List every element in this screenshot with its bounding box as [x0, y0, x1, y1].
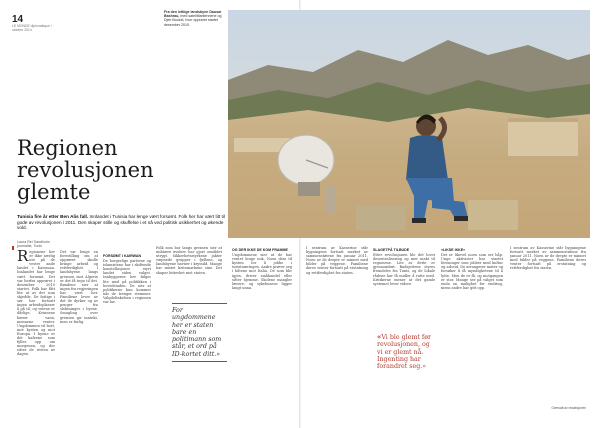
body-column-8	[441, 246, 503, 411]
body-column-3-text: De borgerlige partiene og islamistene har i skiftende konstellasjoner styrt landet siden valget. Innbyggerne her følger lite med på politikken i hovedstaden. De sier at politikerne kun kommer når de trenger stemmer. Valgdeltakelsen i regionen var lav.	[103, 259, 151, 305]
body-column-8-text: Det er likevel noen som ser håp. Unge aktivister har startet foreninger som jobber med kultur og arbeid. De arrangerer møter og forsøker å få myndighetene til å lytte. Men de er få, og motgangen er stor. Mange ser på valget som enda en mulighet for endring, mens andre har gitt opp.	[441, 253, 503, 290]
body-column-5	[232, 246, 292, 411]
folio-left: LE MONDE diplomatique / oktober 2014	[12, 24, 52, 32]
photo-landscape-illustration	[228, 10, 590, 238]
body-column-9-text: I sentrum av Kasserine står bygningene fortsatt merket av sammenstøtene fra januar 2011. Noen av de drepte er minnet med bilder på veggene. Familiene deres venter fortsatt på erstatning og rettferdighet fra staten.	[510, 246, 586, 271]
lede-bold: Tunisia fire år etter Ben Alis fall.	[17, 214, 89, 219]
photo-caption	[164, 10, 224, 27]
body-column-1	[17, 250, 55, 410]
subhead-2: OG DER IKKE DE KOM FRAMME	[232, 248, 288, 252]
article-photo	[228, 10, 590, 238]
body-column-6-text: I sentrum av Kasserine står bygningene fortsatt merket av sammenstøtene fra januar 2011. Noen av de drepte er minnet med bilder på veggene. Familiene deres venter fortsatt på erstatning og rettferdighet fra staten.	[306, 246, 368, 275]
subhead-1: FORSØMT I KAIRWAN	[103, 254, 142, 258]
subhead-3: SLAGETPÅ TILBUDE	[373, 248, 410, 252]
body-column-7-text: Etter revolusjonen ble det lovet desentralisering og mer makt til regionene. Lite av dette er gjennomført. Budsjettene styres fremdeles fra Tunis, og de lokale rådene har få midler å rutte med. Kritikerne mener at det gamle systemet lever videre.	[373, 253, 435, 286]
pullquote-right-text: Vi ble glemt før revolusjonen, og vi er glemt nå. Ingenting har forandret seg.»	[377, 334, 432, 371]
body-column-1-text: egionene her er ikke særlig ute på de vestre ande landet i Kairouan. Innlandet har lenge vært forsømt. Det var herfra opprøret i desember 2010 startet. Folk har fått lite ut av det som skjedde. De fattige i sør har fortsatt ingen arbeidsplasser å gå til, og veiene er dårlige. Kvinnene bærer vann, mennene venter. Ungdommen vil bort, mot kysten og mot Europa. I byene er det kafeene som fylles opp om morgenen, og der sitter de resten av dagen.	[17, 250, 55, 357]
body-column-2	[60, 250, 98, 410]
quote-mark-icon: «	[377, 332, 382, 341]
caption-body: med satellittantennene og Djeb Bouzid, hvor opprøret startet desember 2010.	[164, 14, 222, 27]
subhead-4: «LIKSE IKKE»	[441, 248, 466, 252]
article-headline: Regionen revolusjonen glemte	[17, 136, 154, 204]
body-column-7	[373, 246, 435, 326]
byline-marker	[12, 246, 14, 250]
body-column-2-text: Det var lenge en forestilling om at opprøret skulle bringe arbeid og rettferdighet. I landsbyene langs grensen mot Algerie er det få tegn til det. Bøndene sier at ingen fra regjeringen har vært her. Familiene lever av det de dyrker og av penger fra slektninger i byene. Smugling over grensen gir inntekt, men er farlig.	[60, 250, 98, 324]
byline-role: journalist, Tunis	[17, 244, 42, 249]
page-number-left: 14	[12, 14, 24, 25]
article-signature: Oversatt av redaksjonen	[551, 406, 586, 410]
body-column-6	[306, 246, 368, 411]
pullquote-left: For ungdommene her er staten bare en politimann som står, et ord på ID-kortet ditt.»	[172, 303, 227, 362]
dropcap: R	[17, 250, 29, 265]
body-column-4	[156, 246, 222, 300]
lede-text: Innlandet i Tunisia har lenge vært forsømt. Folk her har vært litt til gode av revolusjonen i 2011. Den skaper stille og skuffelse i et nå ved politisk usikkerhet og økende vold.	[17, 214, 225, 231]
body-column-5-text: Ungdommene sier at de har ventet lenge nok. Noen drar til kysten for å jobbe i turistnæringen. Andre prøver seg i båtene mot Italia. De som blir igjen, driver småhandel eller sitter hjemme. Skolene mangler lærere, og sykehusene ligger langt unna.	[232, 253, 292, 290]
body-column-3	[103, 252, 151, 410]
byline-name: Laura Rei Sandholm	[17, 240, 50, 244]
pullquote-right	[373, 330, 441, 373]
caption-lead: Fra den lettlige landsbyen Dausar Bashrau,	[164, 10, 222, 19]
article-lede	[17, 214, 227, 231]
body-column-4-text: Folk som bor langs grensen sier at militære øvelser har gjort området utrygt. Sikkerhetsstyrkene jakter væpnede grupper i fjellene, og landsbyene havner i kryssild. Mange har mistet beitemarkene sine. Det skaper bitterhet mot staten.	[156, 246, 222, 275]
byline	[17, 240, 97, 248]
body-column-9	[510, 246, 586, 396]
